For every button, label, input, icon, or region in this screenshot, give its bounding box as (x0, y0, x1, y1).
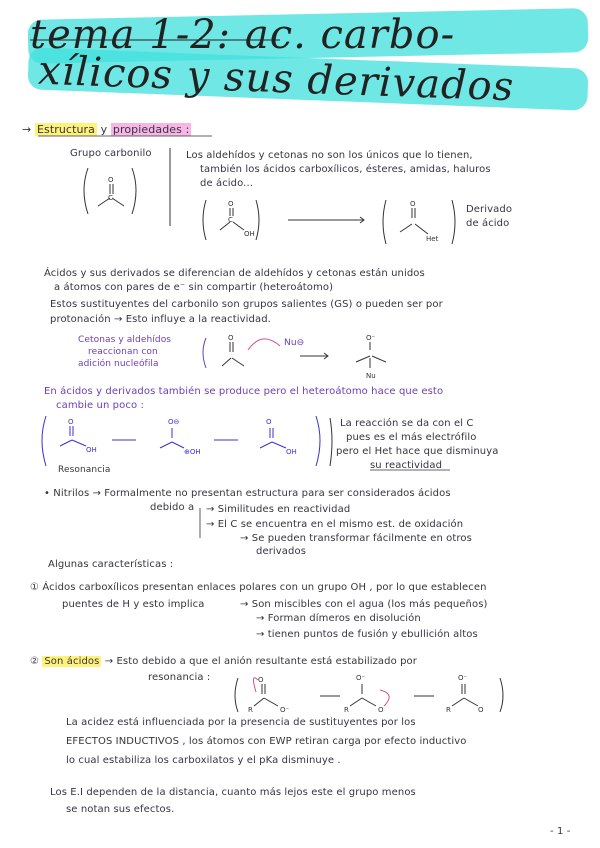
item1-sub-2: → Forman dímeros en disolución (256, 613, 421, 624)
carbox3-o-minus: O⁻ (458, 674, 468, 682)
carboxylate-resonance (235, 678, 503, 712)
carbox1-o: O (258, 676, 264, 684)
note1-line-2: reaccionan con (88, 347, 158, 357)
acid-c: C (228, 216, 233, 224)
carbonyl-text-3: de ácido... (200, 178, 254, 189)
page-number: - 1 - (550, 826, 571, 837)
resonance-caption: Resonancia (58, 465, 111, 475)
derivative-structure (383, 200, 455, 244)
nuc-o-top: O (228, 334, 234, 342)
item1-text: Ácidos carboxílicos presentan enlaces polares con un grupo OH , por lo que establecen (42, 582, 487, 593)
resonance-note-3: pero el Het hace que disminuya (336, 446, 499, 457)
para1-line-4: protonación → Esto influye a la reactividad. (50, 314, 271, 325)
para1-line-2: a átomos con pares de e⁻ sin compartir (heteroátomo) (54, 282, 334, 293)
item1-line-2: puentes de H y esto implica (62, 599, 205, 610)
nucleophilic-addition (222, 339, 386, 368)
note1-line-3: adición nucleófila (78, 359, 159, 369)
derivative-o: O (410, 200, 416, 208)
derivative-label-1: Derivado (466, 204, 513, 215)
res3-o: O (266, 418, 272, 426)
arrow-icon: → (22, 123, 32, 136)
nitriles-sub-tail: derivados (256, 546, 307, 557)
resonance-note-2: pues es el más electrófilo (346, 432, 477, 443)
nu-label: Nu⊖ (284, 338, 305, 348)
para1-line-3: Estos sustituyentes del carbonilo son grupos salientes (GS) o pueden ser por (50, 299, 443, 310)
para4-line-1: Los E.I dependen de la distancia, cuanto más lejos este el grupo menos (50, 787, 416, 798)
para4-line-2: se notan sus efectos. (66, 804, 175, 815)
note1-line-1: Cetonas y aldehídos (78, 335, 172, 345)
nitriles-desc: → Formalmente no presentan estructura para ser considerados ácidos (92, 488, 451, 499)
item2-line-2: resonancia : (148, 672, 211, 683)
note1-brace (203, 338, 206, 368)
derivative-het: Het (426, 235, 439, 243)
carbox1-r: R (248, 706, 253, 714)
characteristics-heading: Algunas características : (48, 559, 174, 570)
carbox3-o: O (478, 706, 484, 714)
resonance-structures (42, 416, 320, 466)
item1-sub-1: → Son miscibles con el agua (los más pequeños) (240, 599, 488, 610)
para3-line-3: lo cual estabiliza los carboxilatos y el pKa disminuye . (66, 755, 341, 766)
heading-structure: Estructura (36, 123, 96, 136)
carbonyl-text-2: también los ácidos carboxílicos, ésteres, amidas, haluros (200, 164, 491, 175)
carbox1-o-minus: O⁻ (280, 706, 290, 714)
item2-text: → Esto debido a que el anión resultante está estabilizado por (104, 656, 417, 667)
title-line-1: tema 1-2: ac. carbo- (30, 12, 456, 58)
item1-sub-3: → tienen puntos de fusión y ebullición altos (256, 629, 478, 640)
carbonyl-structure (84, 168, 136, 214)
para3-line-2: EFECTOS INDUCTIVOS , los átomos con EWP retiran carga por efecto inductivo (66, 736, 467, 747)
nitriles-sub-2: → El C se encuentra en el mismo est. de oxidación (206, 519, 464, 530)
acid-oh: OH (244, 230, 255, 238)
carbox2-o: O (378, 706, 384, 714)
resonance-brace (330, 418, 332, 466)
carbonyl-c: C (108, 194, 113, 202)
res1-oh: OH (86, 446, 97, 454)
carbox2-o-minus: O⁻ (356, 674, 366, 682)
resonance-note-4: su reactividad (370, 460, 443, 471)
carbonyl-label: Grupo carbonilo (70, 148, 152, 159)
acid-o: O (228, 200, 234, 208)
bullet: • (44, 488, 50, 499)
res2-o: O⊖ (168, 418, 180, 426)
title-line-2: xílicos y sus derivados (37, 47, 516, 111)
heading-properties: propiedades : (112, 123, 190, 136)
carbonyl-o: O (108, 176, 114, 184)
nitriles-sub-1: → Similitudes en reactividad (206, 504, 351, 515)
res3-oh: OH (286, 448, 297, 456)
heading-join: y (100, 123, 108, 136)
para2-line-2: cambie un poco : (56, 400, 144, 411)
res2-oh: ⊕OH (184, 448, 201, 456)
item2-head: Son ácidos (44, 656, 100, 667)
nitriles-label: Nitrilos (53, 488, 90, 499)
product-o: O⁻ (366, 334, 376, 342)
carbox3-r: R (446, 706, 451, 714)
resonance-note-1: La reacción se da con el C (340, 418, 474, 429)
para1-line-1: Ácidos y sus derivados se diferencian de aldehídos y cetonas están unidos (44, 268, 425, 279)
carbox2-r: R (344, 706, 349, 714)
carbonyl-text-1: Los aldehídos y cetonas no son los únicos que lo tienen, (186, 150, 473, 161)
item1-number: ① (30, 582, 40, 593)
nitriles-sub-3: → Se pueden transformar fácilmente en otros (240, 533, 472, 544)
item2-number: ② (30, 656, 40, 667)
nitriles-line-2: debido a (150, 502, 195, 513)
res1-o: O (68, 418, 74, 426)
para2-line-1: En ácidos y derivados también se produce pero el heteroátomo hace que esto (44, 386, 444, 397)
product-nu: Nu (366, 372, 376, 380)
derivative-label-2: de ácido (466, 218, 510, 229)
para3-line-1: La acidez está influenciada por la presencia de sustituyentes por los (66, 717, 416, 728)
